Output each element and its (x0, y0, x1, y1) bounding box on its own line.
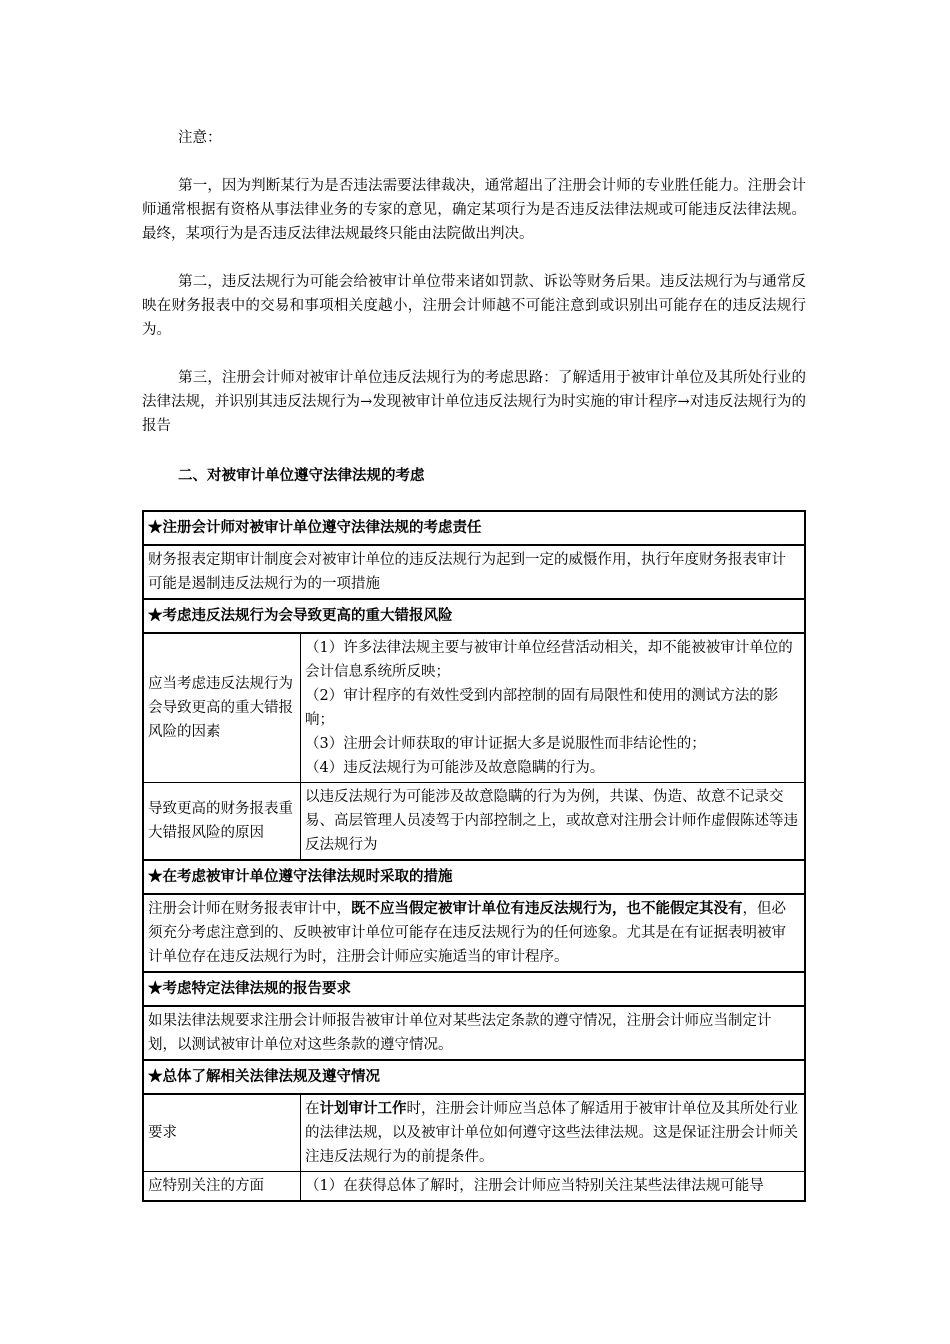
risk-reason-text: 以违反法规行为可能涉及故意隐瞒的行为为例，共谋、伪造、故意不记录交易、高层管理人员凌驾于内部控制之上，或故意对注册会计师作虚假陈述等违反法规行为 (301, 783, 806, 861)
table-row (143, 599, 805, 633)
table-row (143, 783, 805, 861)
table-row (143, 1006, 805, 1060)
measures-emphasis: 既不应当假定被审计单位有违反法规行为，也不能假定其没有 (351, 900, 743, 917)
measures-text: 注册会计师在财务报表审计中，既不应当假定被审计单位有违反法规行为，也不能假定其没有，但必须充分考虑注意到的、反映被审计单位可能存在违反法规行为的任何迹象。尤其是在有证据表明被审计单位存在违反法规行为时，注册会计师应实施适当的审计程序。 (143, 894, 805, 972)
focus-areas-label: 应特别关注的方面 (143, 1172, 301, 1202)
table-row (143, 894, 805, 972)
section-title-reporting: ★考虑特定法律法规的报告要求 (143, 972, 805, 1006)
table-row (143, 633, 805, 783)
list-item: （3）注册会计师获取的审计证据大多是说服性而非结论性的； (305, 736, 706, 752)
note-label: 注意： (178, 130, 222, 146)
paragraph-first: 第一，因为判断某行为是否违法需要法律裁决，通常超出了注册会计师的专业胜任能力。注册会计师通常根据有资格从事法律业务的专家的意见，确定某项行为是否违反法律法规或可能违反法律法规。最终，某项行为是否违反法律法规最终只能由法院做出判决。 (142, 178, 806, 242)
section-heading: 二、对被审计单位遵守法律法规的考虑 (178, 467, 425, 484)
table-row (143, 1172, 805, 1202)
list-item: （1）许多法律法规主要与被审计单位经营活动相关，却不能被被审计单位的会计信息系统所反映； (305, 640, 793, 680)
risk-factors-list (301, 633, 806, 783)
section-title-higher-risk: ★考虑违反法规行为会导致更高的重大错报风险 (143, 599, 805, 633)
list-item: （2）审计程序的有效性受到内部控制的固有局限性和使用的测试方法的影响； (305, 688, 779, 728)
section-title-responsibility: ★注册会计师对被审计单位遵守法律法规的考虑责任 (143, 511, 805, 545)
requirement-text: 在计划审计工作时，注册会计师应当总体了解适用于被审计单位及其所处行业的法律法规，以及被审计单位如何遵守这些法律法规。这是保证注册会计师关注违反法规行为的前提条件。 (301, 1094, 806, 1172)
reporting-text: 如果法律法规要求注册会计师报告被审计单位对某些法定条款的遵守情况，注册会计师应当制定计划，以测试被审计单位对这些条款的遵守情况。 (143, 1006, 805, 1060)
section-title-understanding: ★总体了解相关法律法规及遵守情况 (143, 1060, 805, 1094)
requirement-label: 要求 (143, 1094, 301, 1172)
risk-reason-label: 导致更高的财务报表重大错报风险的原因 (143, 783, 301, 861)
focus-areas-text: （1）在获得总体了解时，注册会计师应当特别关注某些法律法规可能导 (301, 1172, 806, 1202)
table-row (143, 1060, 805, 1094)
section-title-measures: ★在考虑被审计单位遵守法律法规时采取的措施 (143, 860, 805, 894)
list-item: （4）违反法规行为可能涉及故意隐瞒的行为。 (305, 760, 605, 776)
table-row (143, 1094, 805, 1172)
responsibility-text: 财务报表定期审计制度会对被审计单位的违反法规行为起到一定的威慑作用，执行年度财务报表审计可能是遏制违反法规行为的一项措施 (143, 545, 805, 599)
risk-factors-label: 应当考虑违反法规行为会导致更高的重大错报风险的因素 (143, 633, 301, 783)
regulations-table (142, 510, 806, 1202)
table-row (143, 511, 805, 545)
table-row (143, 860, 805, 894)
table-row (143, 545, 805, 599)
table-row (143, 972, 805, 1006)
requirement-emphasis: 计划审计工作 (319, 1100, 407, 1117)
paragraph-third: 第三，注册会计师对被审计单位违反法规行为的考虑思路：了解适用于被审计单位及其所处行业的法律法规，并识别其违反法规行为→发现被审计单位违反法规行为时实施的审计程序→对违反法规行为的报告 (142, 370, 806, 434)
paragraph-second: 第二，违反法规行为可能会给被审计单位带来诸如罚款、诉讼等财务后果。违反法规行为与通常反映在财务报表中的交易和事项相关度越小，注册会计师越不可能注意到或识别出可能存在的违反法规行为。 (142, 274, 806, 338)
